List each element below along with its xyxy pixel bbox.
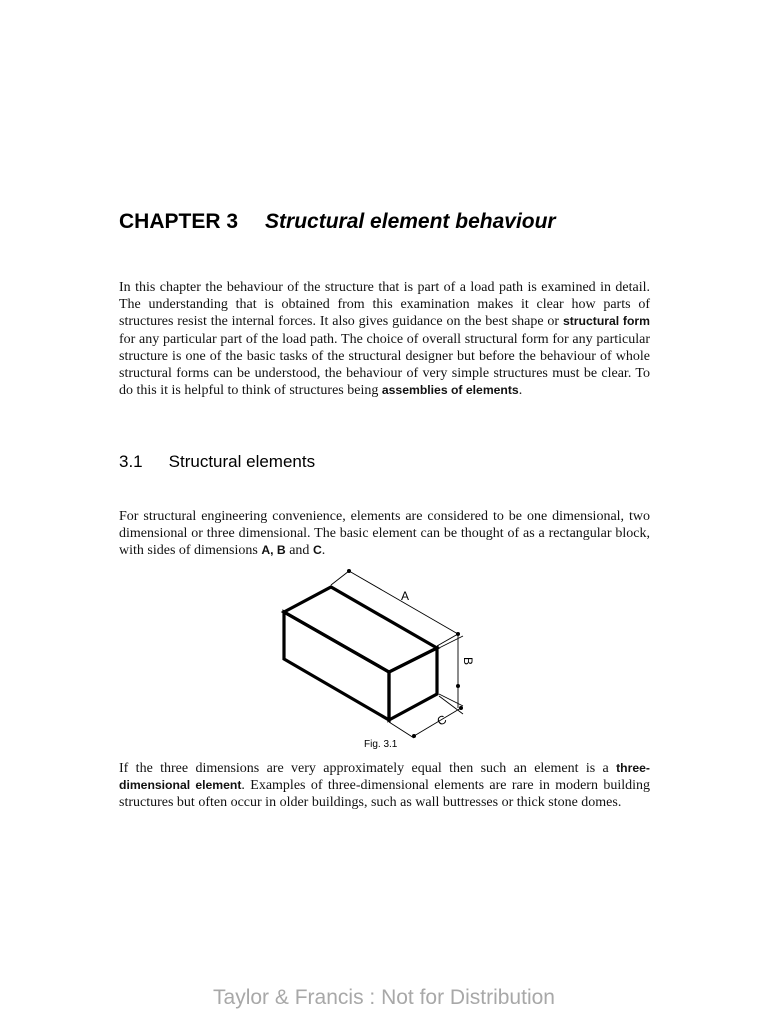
block-figure (270, 566, 480, 746)
chapter-title: Structural element behaviour (265, 210, 556, 233)
keyword-c: C (312, 543, 322, 558)
chapter-label: CHAPTER 3 (119, 210, 239, 233)
dimension-label-a: A (401, 589, 410, 603)
extension-line-c-left (389, 722, 414, 738)
dimension-tick (456, 632, 460, 636)
dimension-tick (456, 684, 460, 688)
intro-text: In this chapter the behaviour of the structure that is part of a load path is examined in detail. The understanding that is obtained from this examination makes it clear how parts of structures resist the internal forces. It also gives guidance on the best shape or (119, 280, 650, 330)
elements-text: and (285, 543, 313, 559)
keyword-assemblies-of-elements: assemblies of elements (381, 383, 519, 398)
dimension-label-c: C (434, 712, 450, 729)
intro-text: . (518, 383, 523, 399)
section-number: 3.1 (119, 452, 143, 471)
dimension-label-b: B (461, 657, 475, 666)
extension-line-b-bottom (439, 694, 463, 706)
figure-caption: Fig. 3.1 (364, 739, 398, 750)
three-dimensional-paragraph (119, 760, 650, 812)
intro-paragraph (119, 279, 650, 399)
chapter-heading (119, 199, 679, 236)
keyword-structural-form: structural form (562, 314, 650, 329)
threed-text: If the three dimensions are very approximately equal then such an element is a (119, 761, 617, 776)
extension-line-c-right (439, 696, 463, 714)
dimension-tick (347, 569, 351, 573)
dimension-tick (412, 734, 416, 738)
elements-text: For structural engineering convenience, elements are considered to be one dimensional, two dimensional or three dimensional. The basic element can be thought of as a rectangular block, with sides of dimensions (119, 509, 650, 559)
block-end-face (389, 648, 437, 720)
threed-text: . Examples of three-dimensional elements are rare in modern building structures but often occur in older buildings, such as wall buttresses or thick stone domes. (119, 778, 650, 811)
block-outline (284, 587, 437, 720)
keyword-a-b: A, B (261, 543, 286, 558)
rectangular-block-diagram (270, 566, 480, 746)
block-front-face (284, 612, 389, 720)
elements-paragraph (119, 508, 650, 560)
keyword-three-dimensional-element: three-dimensional element (119, 761, 650, 793)
dimension-lines (331, 571, 463, 738)
extension-line-a-start (331, 571, 349, 585)
section-heading (119, 452, 315, 472)
intro-text: for any particular part of the load path. The choice of overall structural form for any particular structure is one of the basic tasks of the structural designer but before the behaviour of whole structural forms can be understood, the behaviour of very simple structures must be clear. To do this it is helpful to think of structures being (119, 331, 650, 399)
dimension-tick (459, 706, 463, 710)
section-title: Structural elements (168, 452, 316, 471)
elements-text: . (321, 543, 326, 559)
watermark: Taylor & Francis : Not for Distribution (213, 986, 555, 1009)
